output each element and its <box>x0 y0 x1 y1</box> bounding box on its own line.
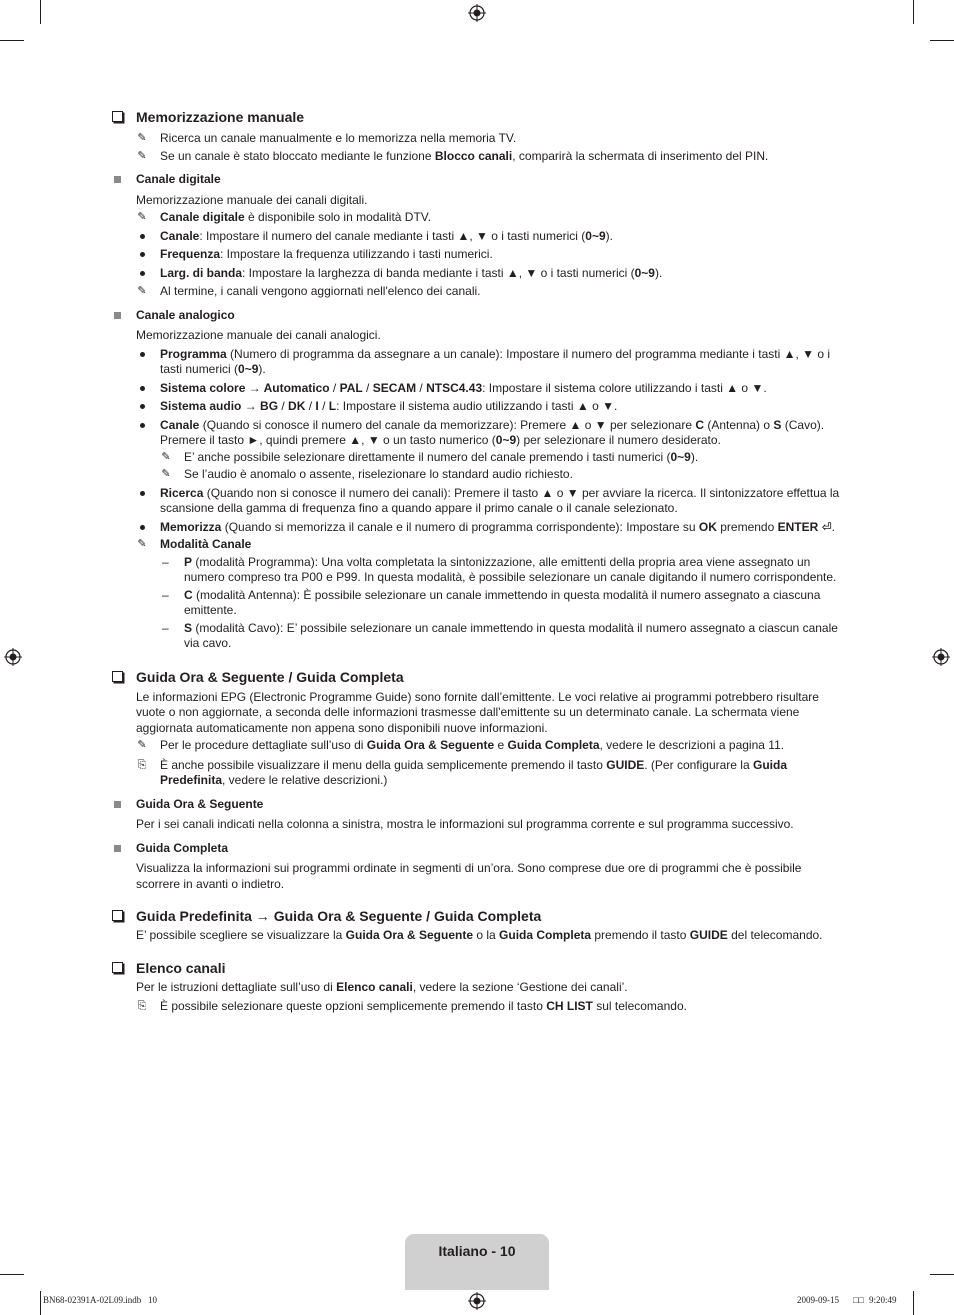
text-run: premendo il tasto <box>591 928 690 942</box>
text-run: Ricerca un canale manualmente e lo memorizza nella memoria TV. <box>160 131 517 145</box>
text-run: premendo <box>716 519 778 534</box>
bullet-item <box>112 520 844 536</box>
text-run: (Quando non si conosce il numero dei canali): Premere il tasto ▲ o ▼ per avviare la ricerca. Il sintonizzatore effettua la scansione della gamma di frequenza fino a quando appare il primo canale o il canale selezionato. <box>160 485 840 515</box>
paragraph <box>112 928 844 944</box>
text-run: GUIDE <box>606 757 645 772</box>
page-number: Italiano - 10 <box>438 1243 516 1259</box>
text-run: o la <box>473 928 500 942</box>
text-run: Guida Ora & Seguente <box>136 796 264 811</box>
bullet-icon <box>140 234 145 239</box>
text-run: ). <box>605 228 613 243</box>
text-run: CH LIST <box>546 999 593 1013</box>
bullet-item <box>112 418 844 449</box>
text-run: (modalità Cavo): E’ possibile selezionare un canale immettendo in questa modalità il numero assegnato a ciascun canale via cavo. <box>184 620 838 650</box>
registration-mark-icon <box>468 1292 486 1310</box>
text-run: Blocco canali <box>434 148 513 163</box>
section-heading <box>112 959 844 977</box>
text-run: Guida Ora & Seguente <box>366 738 495 752</box>
text-run: / <box>318 399 329 413</box>
dash-item <box>112 621 844 652</box>
tool-note <box>112 758 844 789</box>
text-run: Programma <box>160 346 227 361</box>
crop-mark-tl-h <box>0 40 24 41</box>
text-run: ). <box>690 449 699 464</box>
text-run: : Impostare il sistema audio utilizzando i tasti ▲ o ▼. <box>336 399 618 413</box>
text-run: Se l’audio è anomalo o assente, riselezionare lo standard audio richiesto. <box>184 467 573 481</box>
bullet-item <box>112 381 844 397</box>
text-run: (Numero di programma da assegnare a un canale): Impostare il numero del programma mediante i tasti ▲, ▼ o i tasti numerici ( <box>160 346 831 376</box>
text-run: (Quando si conosce il numero del canale da memorizzare): Premere ▲ o ▼ per selezionare <box>199 417 696 432</box>
bullet-icon <box>140 423 145 428</box>
crop-mark-bl-h <box>0 1274 24 1275</box>
text-run: P <box>184 554 193 569</box>
text-run: Guida Ora & Seguente <box>345 928 474 942</box>
text-run: : Impostare la frequenza utilizzando i tasti numerici. <box>220 247 493 261</box>
note <box>112 738 844 754</box>
text-run: Frequenza <box>160 247 221 261</box>
bullet-item <box>112 347 844 378</box>
note <box>112 131 844 147</box>
text-run: / <box>329 380 340 395</box>
paragraph <box>112 817 844 833</box>
bullet-item <box>112 229 844 245</box>
text-run: Larg. di banda <box>160 265 243 280</box>
text-run: Per le istruzioni dettagliate sull’uso di <box>136 979 337 994</box>
square-bullet-icon <box>114 176 121 183</box>
section-heading <box>112 907 844 925</box>
crop-mark-br-h <box>930 1274 954 1275</box>
text-run: 0~9 <box>238 362 259 376</box>
text-run: C <box>184 587 193 602</box>
text-run: e <box>494 738 508 752</box>
bullet-icon <box>140 525 145 530</box>
text-run: (Cavo). Premere il tasto ►, quindi premere ▲, ▼ o un tasto numerico ( <box>160 417 825 447</box>
text-run: ⏎ <box>818 519 832 534</box>
text-run: ). <box>654 265 663 280</box>
note-icon: ✎ <box>137 210 147 223</box>
paragraph <box>112 328 844 344</box>
text-run: Memorizzazione manuale <box>136 109 305 125</box>
text-run: Per i sei canali indicati nella colonna a sinistra, mostra le informazioni sul programma corrente e sul programma successivo. <box>136 817 794 831</box>
note-icon: ✎ <box>161 467 171 480</box>
footer-marks: □□ <box>853 1295 864 1305</box>
text-run: Guida Predefinita → Guida Ora & Seguente / Guida Completa <box>136 908 542 924</box>
square-bullet-icon <box>114 801 121 808</box>
text-run: Canale <box>160 228 200 243</box>
text-run: . <box>831 519 836 534</box>
text-run: Se un canale è stato bloccato mediante le funzione <box>160 148 435 163</box>
text-run: : Impostare il sistema colore utilizzando i tasti ▲ o ▼. <box>482 380 767 395</box>
bullet-icon <box>140 352 145 357</box>
text-run: S <box>184 620 193 635</box>
square-bullet-icon <box>114 312 121 319</box>
page-number-tab <box>405 1234 549 1290</box>
text-run: (Antenna) o <box>704 417 774 432</box>
registration-mark-icon <box>4 648 22 666</box>
note <box>112 210 844 226</box>
bullet-icon <box>140 271 145 276</box>
note-icon: ✎ <box>137 131 147 144</box>
footer-file-name: BN68-02391A-02L09.indb 10 <box>43 1295 157 1305</box>
note <box>112 537 844 553</box>
checkbox-icon <box>112 111 123 122</box>
text-run: Guida Completa <box>136 840 229 855</box>
text-run: S <box>773 417 782 432</box>
text-run: C <box>695 417 705 432</box>
text-run: Sistema audio → BG <box>160 399 279 413</box>
text-run: : Impostare il numero del canale mediante i tasti ▲, ▼ o i tasti numerici ( <box>199 228 586 243</box>
text-run: è disponibile solo in modalità DTV. <box>244 210 432 224</box>
registration-mark-icon <box>468 4 486 22</box>
dash-item <box>112 555 844 586</box>
note-icon: ✎ <box>137 738 147 751</box>
bullet-item <box>112 486 844 517</box>
tool-icon: ⎘ <box>137 757 147 771</box>
checkbox-icon <box>112 962 123 973</box>
text-run: OK <box>698 519 717 534</box>
bullet-item <box>112 399 844 415</box>
text-run: SECAM <box>372 380 417 395</box>
text-run: 0~9 <box>585 228 606 243</box>
text-run: del telecomando. <box>727 928 823 942</box>
text-run: Le informazioni EPG (Electronic Programme Guide) sono fornite dall’emittente. Le voci relative ai programmi potrebbero risultare vuote o non aggiornate, a seconda delle informazioni trasmesse dall'emittente su un determinato canale. La schermata viene aggiornata automaticamente non appena sono disponibili nuove informazioni. <box>136 689 819 735</box>
text-run: È possibile selezionare queste opzioni semplicemente premendo il tasto <box>160 999 547 1013</box>
bullet-icon <box>140 386 145 391</box>
text-run: ) per selezionare il numero desiderato. <box>516 433 721 447</box>
crop-mark-tr-v <box>913 0 914 24</box>
text-run: Guida Predefinita <box>160 757 787 787</box>
text-run: E’ possibile scegliere se visualizzare la <box>136 928 346 942</box>
text-run: Memorizzazione manuale dei canali analogici. <box>136 328 381 342</box>
dash-icon: – <box>162 554 169 569</box>
crop-mark-br-v <box>913 1291 914 1315</box>
crop-mark-tl-v <box>40 0 41 24</box>
note-icon: ✎ <box>137 284 147 297</box>
text-run: E’ anche possibile selezionare direttamente il numero del canale premendo i tasti numerici ( <box>184 449 671 464</box>
text-run: (Quando si memorizza il canale e il numero di programma corrispondente): Impostare su <box>221 519 699 534</box>
subsection-heading <box>112 308 844 324</box>
text-run: , comparirà la schermata di inserimento del PIN. <box>512 148 769 163</box>
text-run: 0~9 <box>634 265 655 280</box>
text-run: Sistema colore → Automatico <box>160 380 330 395</box>
text-run: Memorizzazione manuale dei canali digitali. <box>136 192 368 207</box>
tool-note <box>112 999 844 1015</box>
note-icon: ✎ <box>161 449 171 463</box>
dash-item <box>112 588 844 619</box>
text-run: Ricerca <box>160 485 204 500</box>
crop-mark-tr-h <box>930 40 954 41</box>
text-run: , vedere le descrizioni a pagina 11. <box>599 738 785 752</box>
text-run: / <box>278 399 289 413</box>
text-run: È anche possibile visualizzare il menu della guida semplicemente premendo il tasto <box>160 757 607 772</box>
registration-mark-icon <box>932 648 950 666</box>
section-heading <box>112 108 844 126</box>
bullet-icon <box>140 491 145 496</box>
bullet-item <box>112 247 844 263</box>
sub-note <box>112 450 844 466</box>
crop-mark-bl-v <box>40 1291 41 1315</box>
text-run: 0~9 <box>670 449 691 464</box>
checkbox-icon <box>112 671 123 682</box>
footer-time: 9:20:49 <box>869 1295 897 1305</box>
text-run: sul telecomando. <box>592 999 687 1013</box>
note-icon: ✎ <box>137 537 147 550</box>
note <box>112 284 844 300</box>
text-run: Canale analogico <box>136 307 235 322</box>
note-icon: ✎ <box>137 148 147 162</box>
dash-icon: – <box>162 587 169 602</box>
paragraph <box>112 861 844 892</box>
paragraph <box>112 690 844 737</box>
checkbox-icon <box>112 910 123 921</box>
text-run: Memorizza <box>160 519 222 534</box>
text-run: NTSC4.43 <box>426 380 483 395</box>
text-run: (modalità Antenna): È possibile selezionare un canale immettendo in questa modalità il numero assegnato a ciascuna emittente. <box>184 587 821 617</box>
sub-note <box>112 467 844 483</box>
text-run: DK <box>288 399 306 413</box>
text-run: ENTER <box>777 519 819 534</box>
text-run: Al termine, i canali vengono aggiornati nell'elenco dei canali. <box>160 284 481 298</box>
text-run: / <box>362 380 373 395</box>
text-run: Canale digitale <box>160 210 245 224</box>
text-run: Guida Completa <box>499 928 592 942</box>
text-run: / <box>305 399 316 413</box>
bullet-icon <box>140 404 145 409</box>
text-run: ). <box>258 362 266 376</box>
text-run: Modalità Canale <box>160 537 252 551</box>
manual-content <box>112 108 844 1015</box>
subsection-heading <box>112 841 844 857</box>
text-run: Elenco canali <box>136 959 226 976</box>
footer-date: 2009-09-15 <box>797 1295 839 1305</box>
subsection-heading <box>112 172 844 188</box>
section-heading <box>112 668 844 686</box>
text-run: . (Per configurare la <box>644 757 753 772</box>
text-run: : Impostare la larghezza di banda mediante i tasti ▲, ▼ o i tasti numerici ( <box>242 265 635 280</box>
text-run: PAL <box>339 380 363 395</box>
text-run: Guida Completa <box>507 738 600 752</box>
bullet-icon <box>140 252 145 257</box>
note <box>112 149 844 165</box>
text-run: Per le procedure dettagliate sull’uso di <box>160 738 367 752</box>
text-run: / <box>416 380 427 395</box>
paragraph <box>112 193 844 209</box>
text-run: (modalità Programma): Una volta completata la sintonizzazione, alle emittenti della propria area viene assegnato un numero compreso tra P00 e P99. In questa modalità, è possibile selezionare un canale digitando il numero corrispondente. <box>184 554 837 584</box>
text-run: I <box>315 399 319 413</box>
dash-icon: – <box>162 620 169 635</box>
text-run: Guida Ora & Seguente / Guida Completa <box>136 668 404 685</box>
paragraph <box>112 980 844 996</box>
text-run: Canale <box>160 417 200 432</box>
text-run: GUIDE <box>689 928 728 942</box>
text-run: 0~9 <box>495 433 517 447</box>
tool-icon: ⎘ <box>137 999 147 1012</box>
subsection-heading <box>112 797 844 813</box>
text-run: Elenco canali <box>336 979 413 994</box>
square-bullet-icon <box>114 845 121 852</box>
text-run: Visualizza la informazioni sui programmi ordinate in segmenti di un’ora. Sono comprese due ore di programmi che è possibile scorrere in avanti o indietro. <box>136 861 802 891</box>
text-run: L <box>328 399 337 413</box>
bullet-item <box>112 266 844 282</box>
text-run: , vedere le relative descrizioni.) <box>222 773 388 787</box>
text-run: , vedere la sezione ‘Gestione dei canali’. <box>412 979 628 994</box>
text-run: Canale digitale <box>136 172 221 186</box>
